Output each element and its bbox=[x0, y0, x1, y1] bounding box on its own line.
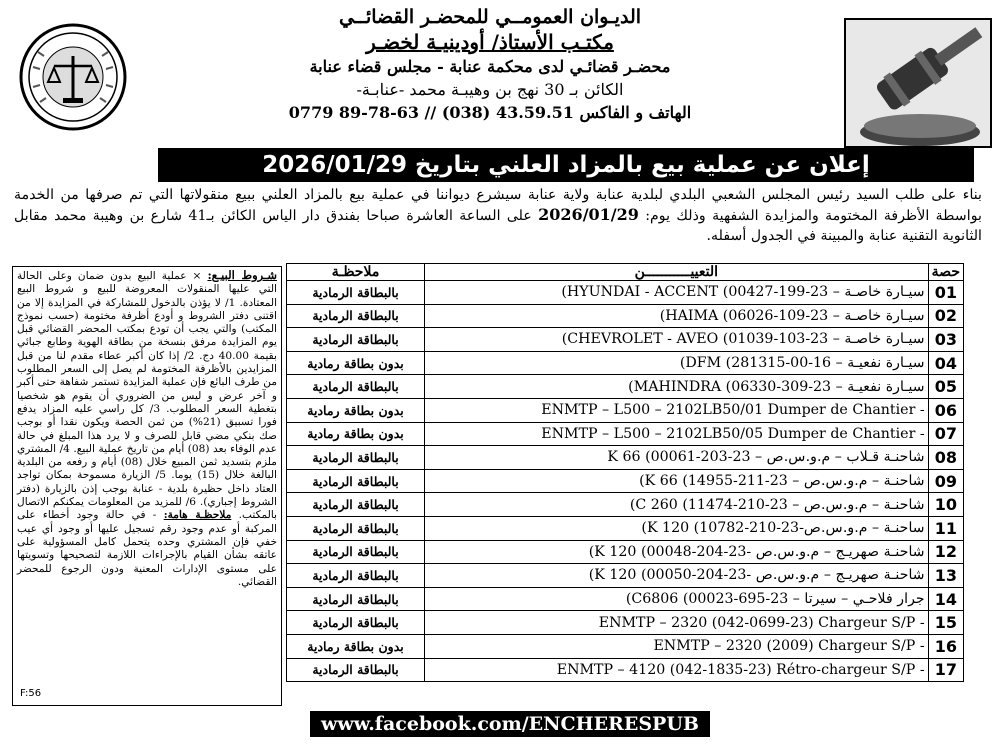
lot-number: 14 bbox=[928, 587, 963, 611]
header-line-phone: الهاتف و الفاكس 43.59.51 (038) // 63-78-89 0779 bbox=[288, 103, 692, 122]
lot-note: بالبطاقة الرمادية bbox=[287, 658, 425, 682]
lot-note: بالبطاقة الرمادية bbox=[287, 375, 425, 399]
lot-note: بدون بطاقة رمادية bbox=[287, 422, 425, 446]
gavel-photo bbox=[844, 18, 992, 148]
auction-title-banner: إعلان عن عملية بيع بالمزاد العلني بتاريخ 2026/01/29 bbox=[158, 148, 974, 182]
header-line-name: مكتـب الأستاذ/ أودينيـة لخضـر bbox=[366, 30, 614, 54]
lot-number: 17 bbox=[928, 658, 963, 682]
lot-designation: سيـارة نفعيـة – 16-00-281315) DFM) bbox=[425, 351, 929, 375]
lot-number: 07 bbox=[928, 422, 963, 446]
lot-note: بالبطاقة الرمادية bbox=[287, 516, 425, 540]
lot-note: بالبطاقة الرمادية bbox=[287, 281, 425, 305]
lot-number: 10 bbox=[928, 493, 963, 517]
table-row bbox=[287, 469, 964, 493]
lot-designation: - ENMTP – 2320 (2009) Chargeur S/P bbox=[425, 634, 929, 658]
table-row bbox=[287, 564, 964, 588]
table-row bbox=[287, 328, 964, 352]
lot-designation: سيـارة خاصـة – 23-199-00427) HYUNDAI - ACCENT) bbox=[425, 281, 929, 305]
lot-note: بالبطاقة الرمادية bbox=[287, 587, 425, 611]
lot-designation: شاحنـة صهريـج – م.و.س.ص -23-204-00048) K 120) bbox=[425, 540, 929, 564]
lot-number: 13 bbox=[928, 564, 963, 588]
lot-number: 15 bbox=[928, 611, 963, 635]
lot-designation: ساحنـة – م.و.س.ص-23-210-10782) K 120) bbox=[425, 516, 929, 540]
lot-designation: سيـارة خاصـة – 23-103-01039) CHEVROLET - AVEO) bbox=[425, 328, 929, 352]
lot-number: 06 bbox=[928, 398, 963, 422]
conditions-intro: × عملية البيع بدون ضمان وعلى الحالة التي عليها المنقولات المعروضة للبيع و شروط البيع المعتادة. bbox=[17, 270, 278, 309]
header-line-court: محضـر قضائـي لدى محكمة عنابة - مجلس قضاء عنابة bbox=[309, 57, 671, 76]
header-line-office: الديـوان العمومــي للمحضـر القضائــي bbox=[338, 6, 642, 28]
seal-icon bbox=[18, 22, 128, 132]
table-row bbox=[287, 540, 964, 564]
header-note: ملاحظـة bbox=[287, 264, 425, 281]
table-header-row bbox=[287, 264, 964, 281]
table-row bbox=[287, 351, 964, 375]
lot-note: بالبطاقة الرمادية bbox=[287, 469, 425, 493]
lot-note: بالبطاقة الرمادية bbox=[287, 328, 425, 352]
lot-designation: شاحنـة – م.و.س.ص – 23-211-14955) K 66) bbox=[425, 469, 929, 493]
lot-designation: شاحنـة – م.و.س.ص – 23-210-11474) C 260) bbox=[425, 493, 929, 517]
lots-table bbox=[286, 263, 964, 682]
office-header bbox=[270, 6, 710, 125]
lot-designation: سيـارة خاصـة – 23-109-06026) HAIMA) bbox=[425, 304, 929, 328]
conditions-title: شـروط البيـع: bbox=[207, 268, 277, 282]
header-lot: حصة bbox=[928, 264, 963, 281]
form-code: F:56 bbox=[20, 688, 42, 699]
intro-text-after: على الساعة العاشرة صباحا بفندق دار الياس الكائن بـ41 شارع بن وهيبة محمد مقابل الثانوية التقنية عنابة والمبينة في الجدول أسفله. bbox=[14, 208, 982, 244]
lot-number: 01 bbox=[928, 281, 963, 305]
table-row bbox=[287, 304, 964, 328]
lot-note: بالبطاقة الرمادية bbox=[287, 540, 425, 564]
lot-note: بالبطاقة الرمادية bbox=[287, 564, 425, 588]
gavel-icon bbox=[846, 20, 992, 148]
lot-number: 11 bbox=[928, 516, 963, 540]
intro-text-before: بناء على طلب السيد رئيس المجلس الشعبي البلدي لبلدية عنابة ولاية عنابة سيشرع ديواننا في عملية بيع بالمزاد العلني ببيع منقولاتها التي تم صرفها من الخدمة بواسطة الأظرفة المختومة والمزايدة الشفهية وذلك يوم: bbox=[14, 187, 982, 224]
conditions-body: 1/ لا يؤذن بالدخول للمشاركة في المزايدة إلا من اقتنى دفتر الشروط و أودع أظرفة مختومة (حسب نموذج المكتب) والتي يجب أن تودع بمكتب المحضر القضائي قبل يوم المزايدة مرفق بنسخة من بطاقة الهوية وطابع جبائي بقيمة 40.00 دج. 2/ إذا كان أكبر عطاء مقدم لنا من قبل المزايدين بالأظرفة المختومة لم يصل إلى السعر المطلوب من طرف البائع فإن عملية المزايدة تستمر شفاهة حتى أكبر و آخر عرض و ليس من الضروري أن يقوم هو شخصيا بتغطية السعر المطلوب. 3/ كل راسي عليه المزاد يدفع فورا تسبيق (21%) من ثمن الحصة ويكون نقدا أو بوجب صك بنكي مضي قابل للصرف و لا يرد هذا المبلغ في حالة عدم الوفاء بعد (08) أيام من تاريخ عملية البيع. 4/ المشتري ملزم بتسديد ثمن المبيع خلال (08) أيام و رفعه من البلدية البالغة خلال (15) يوما. 5/ الزيارة مسموحة بمكان تواجد العتاد داخل حظيرة بلدية - عنابة بوجب إذن بالزيارة (دفتر الشروط إجباري). 6/ للمزيد من المعلومات يمكنكم الاتصال بالمكتب. bbox=[17, 296, 278, 522]
facebook-link[interactable]: www.facebook.com/ENCHERESPUB bbox=[310, 711, 710, 737]
lot-number: 02 bbox=[928, 304, 963, 328]
lot-number: 08 bbox=[928, 446, 963, 470]
lot-number: 16 bbox=[928, 634, 963, 658]
lot-designation: شاحنـة قـلاب – م.و.س.ص – 23-203-00061) K 66 bbox=[425, 446, 929, 470]
table-row bbox=[287, 493, 964, 517]
sale-conditions bbox=[12, 266, 282, 706]
table-row bbox=[287, 587, 964, 611]
lot-number: 03 bbox=[928, 328, 963, 352]
lot-number: 09 bbox=[928, 469, 963, 493]
lot-designation: - ENMTP – 2320 (042-0699-23) Chargeur S/P bbox=[425, 611, 929, 635]
lot-note: بالبطاقة الرمادية bbox=[287, 304, 425, 328]
table-row bbox=[287, 634, 964, 658]
important-note-title: ملاحظـة هامة: bbox=[163, 509, 232, 522]
lot-designation: - ENMTP – L500 – 2102LB50/01 Dumper de Chantier bbox=[425, 398, 929, 422]
lot-designation: - ENMTP – L500 – 2102LB50/05 Dumper de Chantier bbox=[425, 422, 929, 446]
table-row bbox=[287, 611, 964, 635]
lot-number: 05 bbox=[928, 375, 963, 399]
lot-note: بدون بطاقة رمادية bbox=[287, 351, 425, 375]
lot-designation: سيـارة نفعيـة – 23-309-06330) MAHINDRA) bbox=[425, 375, 929, 399]
header-designation: التعييـــــــــــن bbox=[425, 264, 929, 281]
lot-note: بالبطاقة الرمادية bbox=[287, 611, 425, 635]
lot-designation: جرار فلاحـي – سيرتا – 23-695-00023) C6806) bbox=[425, 587, 929, 611]
table-row bbox=[287, 446, 964, 470]
lot-note: بدون بطاقة رمادية bbox=[287, 634, 425, 658]
lot-note: بالبطاقة الرمادية bbox=[287, 446, 425, 470]
lot-number: 12 bbox=[928, 540, 963, 564]
table-row bbox=[287, 398, 964, 422]
intro-paragraph bbox=[14, 185, 982, 246]
lot-designation: - ENMTP – 4120 (042-1835-23) Rétro-chargeur S/P bbox=[425, 658, 929, 682]
lot-note: بالبطاقة الرمادية bbox=[287, 493, 425, 517]
lot-designation: شاحنـة صهريـج – م.و.س.ص -23-204-00050) K 120) bbox=[425, 564, 929, 588]
table-row bbox=[287, 281, 964, 305]
table-row bbox=[287, 422, 964, 446]
lot-number: 04 bbox=[928, 351, 963, 375]
lot-note: بدون بطاقة رمادية bbox=[287, 398, 425, 422]
table-row bbox=[287, 516, 964, 540]
table-row bbox=[287, 375, 964, 399]
table-row bbox=[287, 658, 964, 682]
important-note-body: - في حالة وجود أخطاء على المركبة أو عدم وجود رقم تسجيل عليها أو وجود أي عيب خفي فإن المشتري وحده يتحمل كامل المسؤولية على عاتقه بشأن القيام بالإجراءات اللازمة لتصحيحها وتسويتها على مستوى الإدارات المعنية ودون الرجوع للمحضر القضائي. bbox=[17, 509, 277, 588]
header-line-address: الكائن بـ 30 نهج بن وهيبـة محمد -عنابـة- bbox=[356, 80, 624, 99]
auction-date: 2026/01/29 bbox=[538, 205, 639, 224]
